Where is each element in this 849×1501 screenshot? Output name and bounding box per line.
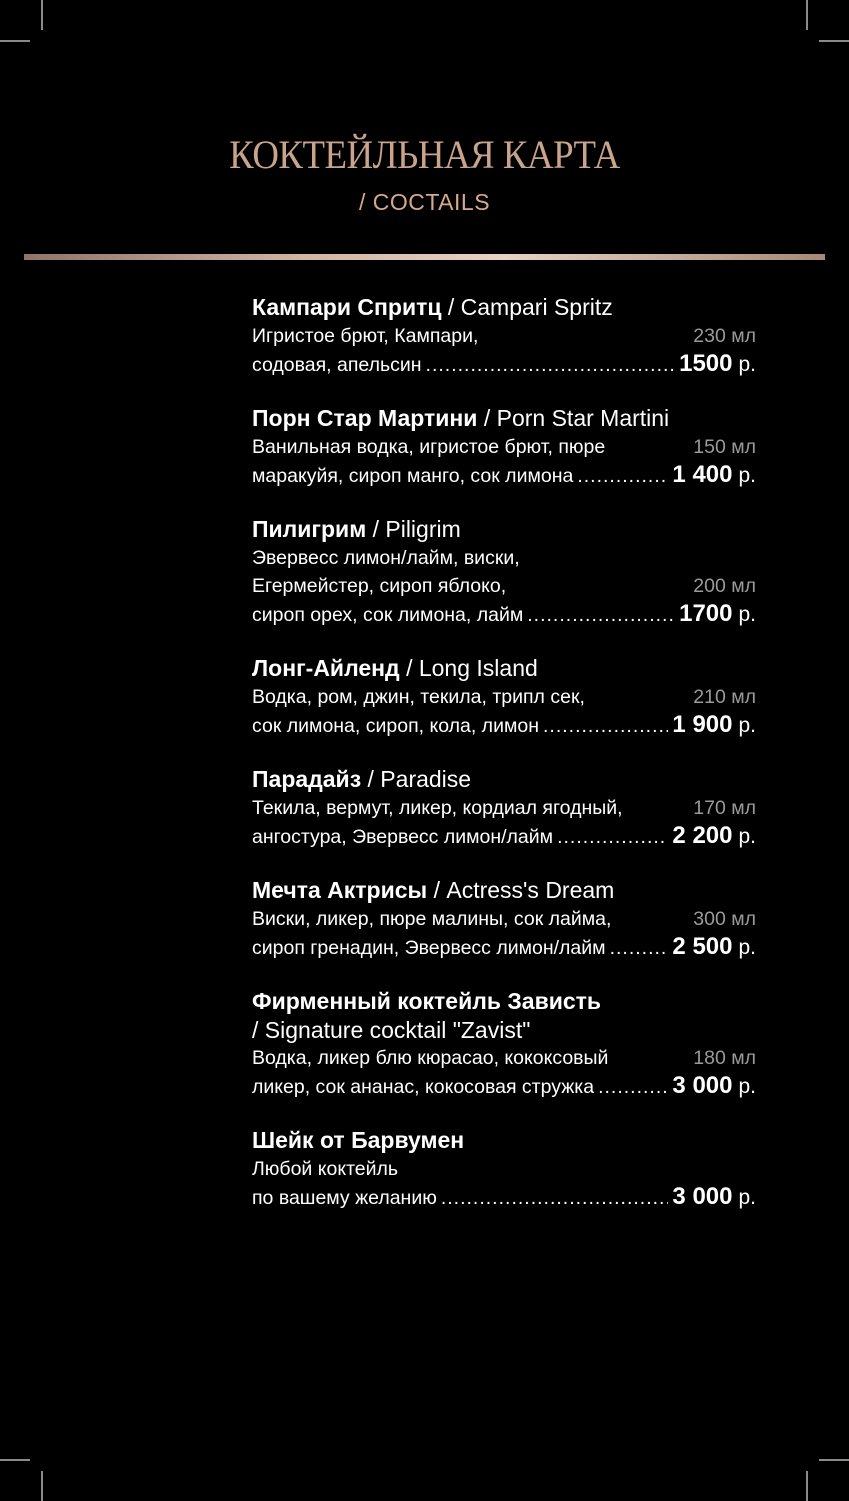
item-currency: р. [738,603,756,626]
dot-leader [527,601,675,629]
item-ingredients: Ванильная водка, игристое брют, пюре [252,436,606,458]
item-name-en: / Piligrim [372,516,461,542]
item-name-ru: Парадайз [252,766,362,792]
item-ingredients: сироп гренадин, Эвервесс лимон/лайм [252,937,606,959]
item-ingredients: Виски, ликер, пюре малины, сок лайма, [252,908,612,930]
item-price: 1 400 [672,461,733,488]
item-ingredients: ликер, сок ананас, кокосовая стружка [252,1076,595,1098]
item-ingredients: Эвервесс лимон/лайм, виски, [252,547,520,569]
item-ingredients: Егермейстер, сироп яблоко, [252,575,507,597]
item-price-row [252,600,756,629]
item-price: 1500 [679,350,733,377]
item-price-row [252,350,756,379]
item-price: 3 000 [672,1072,733,1099]
item-name-ru: Порн Стар Мартини [252,405,478,431]
menu-header [0,132,849,216]
item-title [252,986,756,1016]
crop-mark [819,1459,849,1461]
menu-item [252,403,756,490]
item-price-row [252,1072,756,1101]
item-currency: р. [738,825,756,848]
dot-leader [557,823,668,851]
menu-item [252,292,756,379]
item-name-en: / Actress's Dream [433,877,615,903]
item-price: 1700 [679,600,733,627]
item-volume: 300 мл [693,908,756,930]
item-currency: р. [738,464,756,487]
item-description-row [252,683,756,711]
crop-mark [0,40,30,42]
item-name-ru: Кампари Спритц [252,294,442,320]
item-ingredients: сок лимона, сироп, кола, лимон [252,715,539,737]
item-name-en: / Campari Spritz [447,294,613,320]
menu-item [252,514,756,629]
item-ingredients: Водка, ликер блю кюрасао, кококсовый [252,1047,609,1069]
item-currency: р. [738,936,756,959]
item-currency: р. [738,353,756,376]
item-title [252,653,756,683]
crop-mark [806,1471,808,1501]
item-ingredients: Водка, ром, джин, текила, трипл сек, [252,686,585,708]
item-name-ru: Фирменный коктейль Зависть [252,988,602,1014]
item-description-row [252,905,756,933]
item-description-row [252,433,756,461]
cocktail-list [252,292,756,1236]
menu-item [252,764,756,851]
dot-leader [543,712,668,740]
item-currency: р. [738,714,756,737]
item-volume: 150 мл [693,436,756,458]
item-title [252,1125,756,1155]
item-price-row [252,461,756,490]
item-description-row [252,1044,756,1072]
page-subtitle: / COCTAILS [358,189,491,215]
menu-item [252,986,756,1101]
item-description-row [252,322,756,350]
item-price-row [252,933,756,962]
item-currency: р. [738,1186,756,1209]
item-price: 3 000 [672,1183,733,1210]
item-name-en: / Paradise [367,766,472,792]
item-price: 1 900 [672,711,733,738]
item-title [252,514,756,544]
item-ingredients: содовая, апельсин [252,354,422,376]
menu-item [252,653,756,740]
crop-mark [41,0,43,30]
item-title [252,292,756,322]
item-name-en: / Porn Star Martini [483,405,670,431]
item-price: 2 500 [672,933,733,960]
dot-leader [610,934,669,962]
item-ingredients: сироп орех, сок лимона, лайм [252,604,524,626]
item-name-ru: Лонг-Айленд [252,655,400,681]
item-price: 2 200 [672,822,733,849]
item-ingredients: ангостура, Эвервесс лимон/лайм [252,826,554,848]
menu-item [252,875,756,962]
item-description-row [252,572,756,600]
item-description-row [252,794,756,822]
item-ingredients: Любой коктейль [252,1158,399,1180]
item-volume: 210 мл [693,686,756,708]
item-volume: 170 мл [693,797,756,819]
dot-leader [598,1073,668,1101]
item-currency: р. [738,1075,756,1098]
item-ingredients: Текила, вермут, ликер, кордиал ягодный, [252,797,623,819]
item-title [252,764,756,794]
item-description-row [252,544,756,572]
item-price-row [252,711,756,740]
item-ingredients: Игристое брют, Кампари, [252,325,479,347]
dot-leader [441,1184,669,1212]
gold-divider [24,254,825,260]
item-volume: 230 мл [693,325,756,347]
crop-mark [819,40,849,42]
item-name-en: / Signature cocktail "Zavist" [252,1017,531,1043]
dot-leader [426,351,676,379]
dot-leader [577,462,668,490]
crop-mark [0,1459,30,1461]
item-price-row [252,1183,756,1212]
crop-mark [806,0,808,30]
item-name-ru: Мечта Актрисы [252,877,428,903]
item-price-row [252,822,756,851]
item-name-en: / Long Island [406,655,538,681]
item-volume: 200 мл [693,575,756,597]
item-description-row [252,1155,756,1183]
item-name-ru: Шейк от Барвумен [252,1127,465,1153]
item-title [252,403,756,433]
menu-item [252,1125,756,1212]
crop-mark [41,1471,43,1501]
page-title: КОКТЕЙЛЬНАЯ КАРТА [229,132,620,177]
item-ingredients: маракуйя, сироп манго, сок лимона [252,465,574,487]
item-title [252,875,756,905]
item-name-ru: Пилигрим [252,516,367,542]
item-volume: 180 мл [693,1047,756,1069]
item-ingredients: по вашему желанию [252,1187,437,1209]
